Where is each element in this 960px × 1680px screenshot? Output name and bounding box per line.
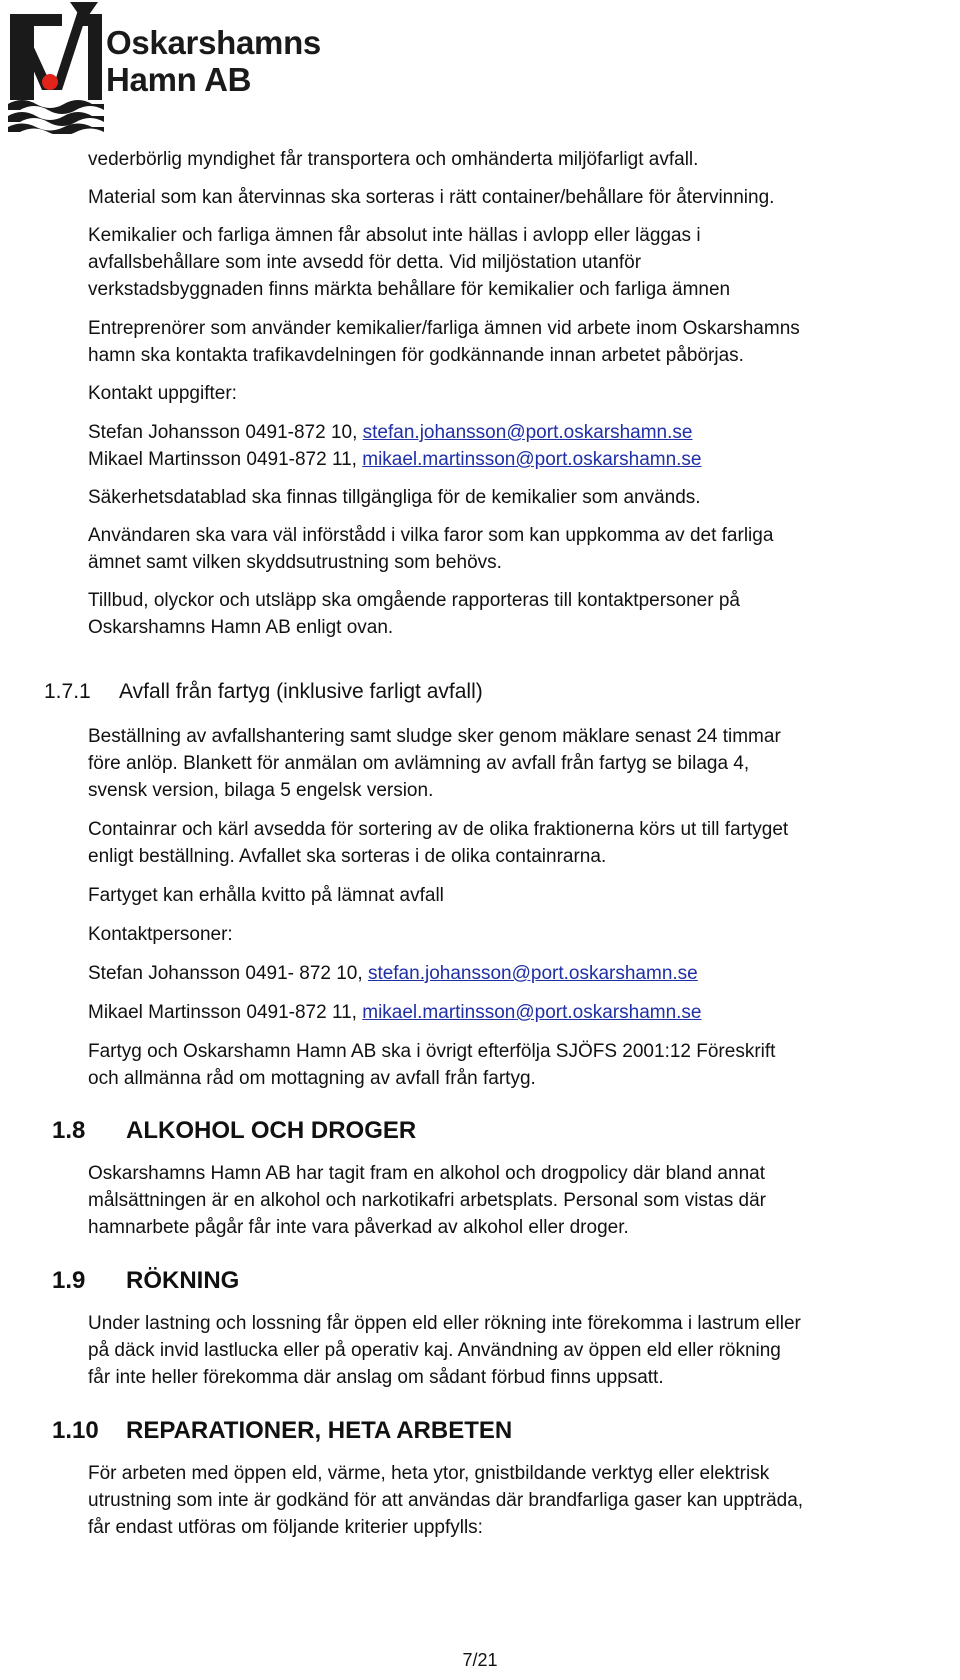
section-heading-1-7-1	[44, 678, 483, 705]
paragraph: Säkerhetsdatablad ska finnas tillgängliga för de kemikalier som används.	[88, 487, 701, 508]
contact-line	[88, 446, 960, 473]
paragraph	[88, 587, 960, 641]
page-number: 7/21	[462, 1650, 498, 1670]
section-title: ALKOHOL OCH DROGER	[126, 1117, 417, 1144]
intro-section	[88, 146, 960, 641]
paragraph	[88, 816, 960, 870]
text-line: utrustning som inte är godkänd för att användas där brandfarliga gaser kan uppträda,	[88, 1490, 804, 1511]
text-line: Entreprenörer som använder kemikalier/farliga ämnen vid arbete inom Oskarshamns	[88, 318, 800, 339]
text-line: Tillbud, olyckor och utsläpp ska omgående rapporteras till kontaktpersoner på	[88, 590, 740, 611]
section-1-9-body	[88, 1310, 960, 1391]
text-line: före anlöp. Blankett för anmälan om avlämning av avfall från fartyg se bilaga 4,	[88, 753, 750, 774]
contact-name: Stefan Johansson 0491-872 10,	[88, 422, 363, 443]
section-title: REPARATIONER, HETA ARBETEN	[126, 1417, 513, 1444]
text-line: Fartyg och Oskarshamn Hamn AB ska i övrigt efterfölja SJÖFS 2001:12 Föreskrift	[88, 1041, 776, 1062]
text-line: enligt beställning. Avfallet ska sorteras i de olika containrarna.	[88, 846, 607, 867]
section-number: 1.7.1	[44, 680, 91, 703]
logo-emblem-icon	[4, 0, 108, 134]
paragraph: Material som kan återvinnas ska sorteras i rätt container/behållare för återvinning.	[88, 187, 775, 208]
email-link[interactable]: mikael.martinsson@port.oskarshamn.se	[362, 449, 702, 470]
section-1-10-body	[88, 1460, 960, 1541]
section-1-8-body	[88, 1160, 960, 1241]
section-number: 1.8	[52, 1117, 86, 1144]
text-line: får inte heller förekomma där anslag om sådant förbud finns uppsatt.	[88, 1367, 664, 1388]
contact-heading: Kontakt uppgifter:	[88, 383, 237, 404]
text-line: svensk version, bilaga 5 engelsk version.	[88, 780, 434, 801]
text-line: Användaren ska vara väl införstådd i vilka faror som kan uppkomma av det farliga	[88, 525, 774, 546]
section-number: 1.10	[52, 1417, 99, 1444]
text-line: Beställning av avfallshantering samt sludge sker genom mäklare senast 24 timmar	[88, 726, 781, 747]
paragraph: vederbörlig myndighet får transportera och omhänderta miljöfarligt avfall.	[88, 149, 699, 170]
text-line: avfallsbehållare som inte avsedd för detta. Vid miljöstation utanför	[88, 252, 642, 273]
section-number: 1.9	[52, 1267, 86, 1294]
contact-name: Stefan Johansson 0491- 872 10,	[88, 963, 368, 984]
logo-line-1: Oskarshamns	[106, 24, 321, 61]
logo-wordmark	[106, 24, 321, 98]
text-line: Containrar och kärl avsedda för sortering av de olika fraktionerna körs ut till fartyget	[88, 819, 789, 840]
paragraph: Fartyget kan erhålla kvitto på lämnat avfall	[88, 885, 444, 906]
text-line: Kemikalier och farliga ämnen får absolut inte hällas i avlopp eller läggas i	[88, 225, 701, 246]
section-heading-1-8	[52, 1116, 416, 1146]
text-line: målsättningen är en alkohol och narkotikafri arbetsplats. Personal som vistas där	[88, 1190, 767, 1211]
text-line: ämnet samt vilken skyddsutrustning som behövs.	[88, 552, 502, 573]
logo-line-2: Hamn AB	[106, 61, 252, 98]
text-line: verkstadsbyggnaden finns märkta behållare för kemikalier och farliga ämnen	[88, 279, 731, 300]
text-line: på däck invid lastlucka eller på operativ kaj. Användning av öppen eld eller rökning	[88, 1340, 781, 1361]
contact-heading: Kontaktpersoner:	[88, 924, 233, 945]
text-line: hamnarbete pågår får inte vara påverkad av alkohol eller droger.	[88, 1217, 629, 1238]
text-line: Oskarshamns Hamn AB har tagit fram en alkohol och drogpolicy där bland annat	[88, 1163, 765, 1184]
section-heading-1-10	[52, 1416, 512, 1446]
paragraph	[88, 1038, 960, 1092]
paragraph	[88, 222, 960, 303]
company-logo	[4, 0, 364, 134]
text-line: Under lastning och lossning får öppen eld eller rökning inte förekomma i lastrum eller	[88, 1313, 801, 1334]
section-1-7-1-body	[88, 723, 960, 1092]
paragraph	[88, 522, 960, 576]
email-link[interactable]: mikael.martinsson@port.oskarshamn.se	[362, 1002, 702, 1023]
email-link[interactable]: stefan.johansson@port.oskarshamn.se	[362, 422, 693, 443]
contact-line	[88, 960, 960, 987]
text-line: För arbeten med öppen eld, värme, heta ytor, gnistbildande verktyg eller elektrisk	[88, 1463, 770, 1484]
contact-name: Mikael Martinsson 0491-872 11,	[88, 1002, 363, 1023]
text-line: och allmänna råd om mottagning av avfall från fartyg.	[88, 1068, 536, 1089]
section-title: RÖKNING	[126, 1267, 240, 1294]
text-line: Oskarshamns Hamn AB enligt ovan.	[88, 617, 394, 638]
section-title: Avfall från fartyg (inklusive farligt avfall)	[119, 680, 483, 703]
email-link[interactable]: stefan.johansson@port.oskarshamn.se	[367, 963, 698, 984]
paragraph	[88, 315, 960, 369]
contact-line	[88, 999, 960, 1026]
section-heading-1-9	[52, 1266, 239, 1296]
paragraph	[88, 723, 960, 804]
contact-line	[88, 419, 960, 446]
contact-name: Mikael Martinsson 0491-872 11,	[88, 449, 363, 470]
text-line: får endast utföras om följande kriterier uppfylls:	[88, 1517, 483, 1538]
text-line: hamn ska kontakta trafikavdelningen för godkännande innan arbetet påbörjas.	[88, 345, 744, 366]
